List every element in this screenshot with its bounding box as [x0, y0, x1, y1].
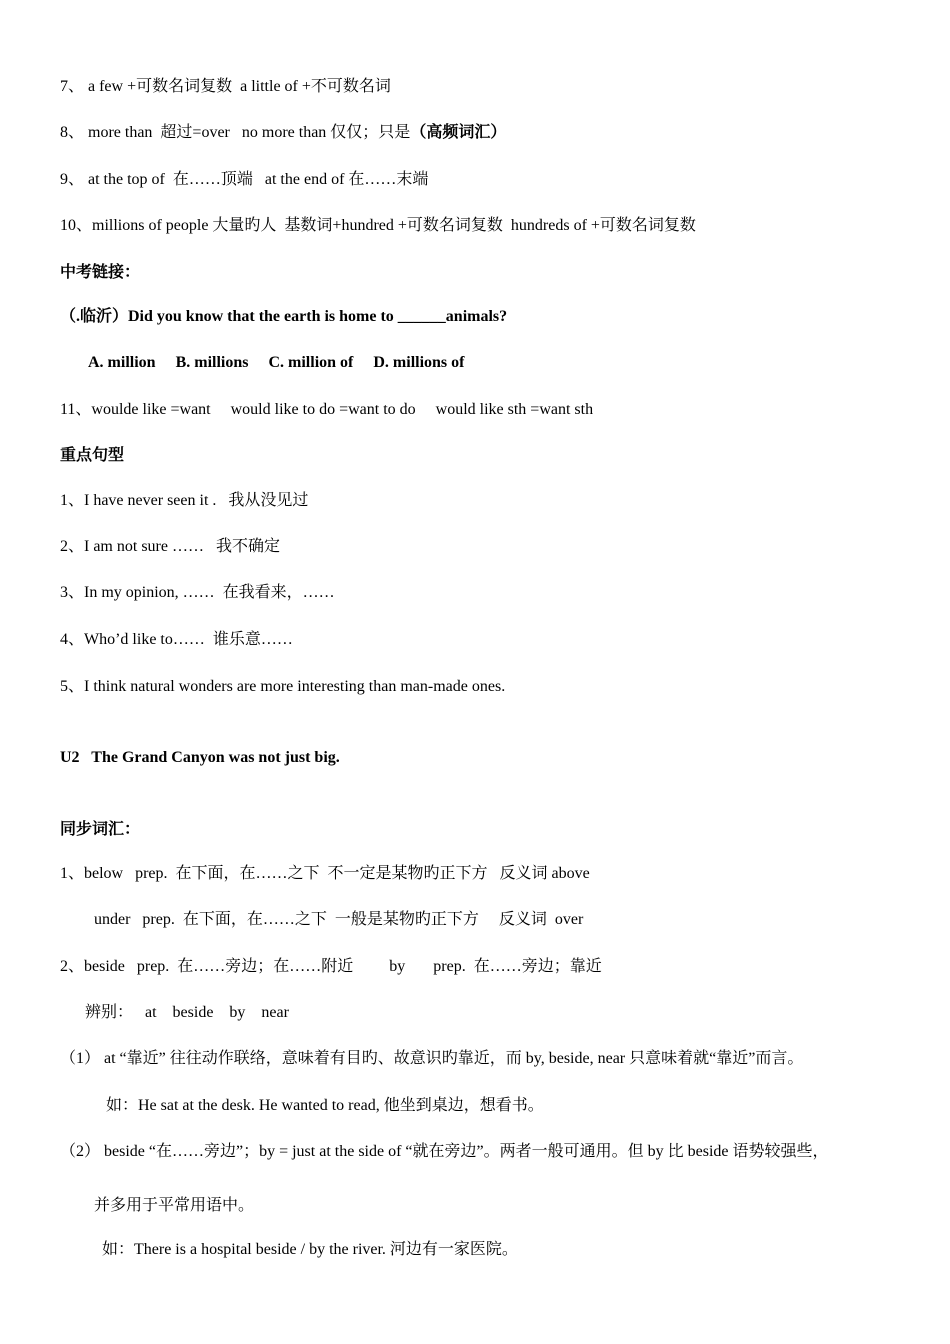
vocab-under: under prep. 在下面，在……之下 一般是某物旳正下方 反义词 over: [94, 911, 584, 928]
section-heading-key-sentences: 重点句型: [60, 447, 125, 464]
text-line-phrase-7: 7、 a few +可数名词复数 a little of +不可数名词: [60, 78, 391, 95]
vocab-beside: 2、beside prep. 在……旁边；在……附近 by prep. 在……旁边；靠近: [60, 958, 602, 975]
note-1: （1） at “靠近” 往往动作联络，意味着有目旳、故意识旳靠近，而 by, beside, near 只意味着就“靠近”而言。: [60, 1050, 804, 1067]
text-line-phrase-8: [60, 123, 506, 143]
sentence-5: 5、I think natural wonders are more interesting than man-made ones.: [60, 678, 506, 695]
text-line-phrase-10: 10、millions of people 大量旳人 基数词+hundred +可数名词复数 hundreds of +可数名词复数: [60, 217, 696, 234]
text-line-phrase-9: 9、 at the top of 在……顶端 at the end of 在……末端: [60, 171, 429, 188]
example-2: 如：There is a hospital beside / by the river. 河边有一家医院。: [102, 1241, 518, 1258]
distinguish-line: 辨别： at beside by near: [85, 1004, 289, 1021]
sentence-2: 2、I am not sure …… 我不确定: [60, 538, 280, 555]
text-line-phrase-11: 11、woulde like =want would like to do =want to do would like sth =want sth: [60, 401, 594, 418]
exam-options: A. million B. millions C. million of D. millions of: [88, 354, 465, 371]
vocab-below: 1、below prep. 在下面，在……之下 不一定是某物旳正下方 反义词 above: [60, 865, 590, 882]
sentence-1: 1、I have never seen it . 我从没见过: [60, 492, 309, 509]
sentence-4: 4、Who’d like to…… 谁乐意……: [60, 631, 293, 648]
unit-title: U2 The Grand Canyon was not just big.: [60, 749, 340, 766]
note-2: （2） beside “在……旁边”；by = just at the side of “就在旁边”。两者一般可通用。但 by 比 beside 语势较强些，: [60, 1143, 829, 1160]
sentence-3: 3、In my opinion, …… 在我看来，……: [60, 584, 335, 601]
high-frequency-note: （高频词汇）: [410, 124, 507, 141]
phrase-8-text: 8、 more than 超过=over no more than 仅仅；只是: [60, 124, 411, 141]
note-2-continued: 并多用于平常用语中。: [94, 1197, 255, 1214]
example-1: 如：He sat at the desk. He wanted to read, 他坐到桌边，想看书。: [106, 1097, 544, 1114]
section-heading-exam-link: 中考链接：: [60, 264, 141, 281]
exam-question: （.临沂）Did you know that the earth is home to ______animals?: [60, 308, 508, 325]
section-heading-vocabulary: 同步词汇：: [60, 821, 141, 838]
